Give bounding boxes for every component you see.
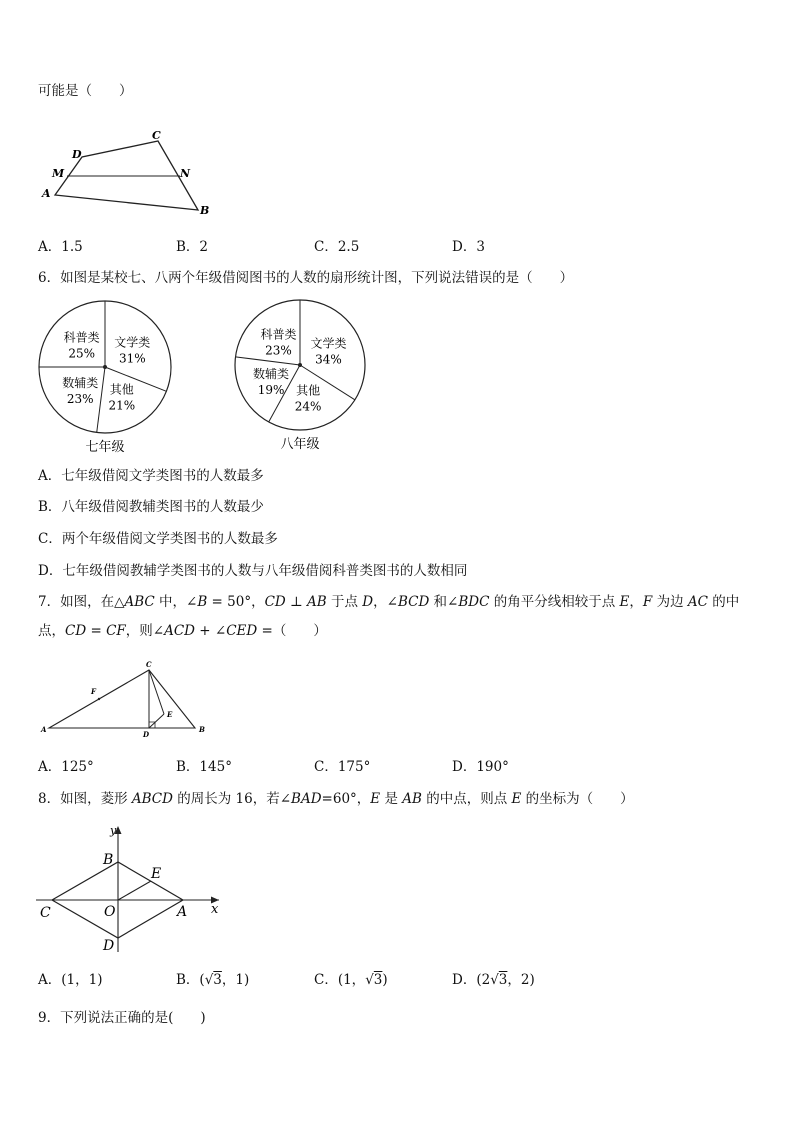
label-d: D <box>103 938 115 954</box>
label-c: C <box>146 660 152 669</box>
pie-slice-value-label: 34% <box>315 352 342 367</box>
label-x: x <box>211 902 219 917</box>
pie-slice-category-label: 其他 <box>296 383 321 398</box>
pie-chart-title: 七年级 <box>85 440 125 455</box>
label-b: B <box>199 725 205 734</box>
q8-option-b[interactable]: B．(√3，1) <box>176 972 250 988</box>
label-b: B <box>103 852 114 868</box>
pie-slice-value-label: 25% <box>68 346 96 361</box>
q7-option-b[interactable]: B．145° <box>176 759 232 775</box>
q9-stem: 9．下列说法正确的是( ) <box>38 1010 206 1026</box>
q5-option-a[interactable]: A．1.5 <box>38 239 83 255</box>
label-d: D <box>72 148 82 161</box>
q6-option-a[interactable]: A．七年级借阅文学类图书的人数最多 <box>38 468 264 484</box>
pie-slice-category-label: 科普类 <box>260 327 297 342</box>
segment-oe <box>118 881 151 900</box>
q7-option-d[interactable]: D．190° <box>452 759 509 775</box>
q6-option-c[interactable]: C．两个年级借阅文学类图书的人数最多 <box>38 531 278 547</box>
q7-triangle-figure <box>38 658 218 740</box>
pie-slice-category-label: 数辅类 <box>62 375 99 390</box>
pie-slice-value-label: 24% <box>294 399 322 414</box>
q8-option-d[interactable]: D．(2√3，2) <box>452 972 535 988</box>
q8-stem: 8．如图，菱形 ABCD 的周长为 16，若∠BAD=60°，E 是 AB 的中点，则点 E 的坐标为（ ） <box>38 791 634 807</box>
pie-chart-grade7 <box>30 305 180 455</box>
pie-center-dot <box>298 363 302 367</box>
q5-option-d[interactable]: D．3 <box>452 239 485 255</box>
q7-option-c[interactable]: C．175° <box>314 759 371 775</box>
q6-option-d[interactable]: D．七年级借阅教辅学类图书的人数与八年级借阅科普类图书的人数相同 <box>38 563 468 579</box>
q7-option-a[interactable]: A．125° <box>38 759 94 775</box>
pie-slice-value-label: 23% <box>265 343 292 358</box>
q8-option-c[interactable]: C．(1，√3) <box>314 972 388 988</box>
pie-slice-category-label: 文学类 <box>114 335 151 350</box>
label-c: C <box>152 129 161 142</box>
pie-chart-title: 八年级 <box>280 437 320 452</box>
pie-slice-category-label: 数辅类 <box>253 366 290 381</box>
pie-slice-value-label: 19% <box>257 382 285 397</box>
label-e: E <box>167 710 173 719</box>
triangle-abc <box>49 670 195 728</box>
pie-center-dot <box>103 365 107 369</box>
label-a: A <box>42 187 51 200</box>
q6-stem: 6．如图是某校七、八两个年级借阅图书的人数的扇形统计图，下列说法错误的是（ ） <box>38 270 574 286</box>
pie-slice-category-label: 文学类 <box>310 336 347 351</box>
bisector-ce <box>149 670 164 714</box>
label-e: E <box>151 866 162 882</box>
pie-slice-value-label: 23% <box>66 391 94 406</box>
q6-option-b[interactable]: B．八年级借阅教辅类图书的人数最少 <box>38 499 264 515</box>
label-o: O <box>104 904 116 920</box>
q5-option-c[interactable]: C．2.5 <box>314 239 360 255</box>
label-a: A <box>177 904 188 920</box>
label-b: B <box>200 204 210 217</box>
pie-slice-value-label: 21% <box>108 398 136 413</box>
pie-chart-grade8 <box>228 305 378 455</box>
q8-rhombus-figure <box>34 820 234 955</box>
q5-trapezoid-figure <box>30 125 230 220</box>
q5-stem-tail: 可能是（ ） <box>38 83 133 99</box>
pie-slice-boundary <box>236 357 300 365</box>
label-m: M <box>52 167 65 180</box>
q7-stem-line2: 点，CD = CF，则∠ACD + ∠CED =（ ） <box>38 623 327 639</box>
q7-stem-line1: 7．如图，在△ABC 中，∠B = 50°，CD ⊥ AB 于点 D，∠BCD 和∠BDC 的角平分线相较于点 E，F 为边 AC 的中 <box>38 594 740 610</box>
label-f: F <box>91 687 96 696</box>
pie-slice-value-label: 31% <box>118 351 146 366</box>
label-y: y <box>110 824 117 837</box>
label-d: D <box>143 730 150 739</box>
q8-option-a[interactable]: A．(1，1) <box>38 972 103 988</box>
q5-option-b[interactable]: B．2 <box>176 239 209 255</box>
midpoint-f <box>98 698 100 700</box>
bisector-de <box>149 714 164 728</box>
pie-slice-category-label: 科普类 <box>63 330 100 345</box>
label-c: C <box>40 905 51 921</box>
label-a: A <box>41 725 47 734</box>
label-n: N <box>180 167 191 180</box>
pie-slice-category-label: 其他 <box>109 382 134 397</box>
